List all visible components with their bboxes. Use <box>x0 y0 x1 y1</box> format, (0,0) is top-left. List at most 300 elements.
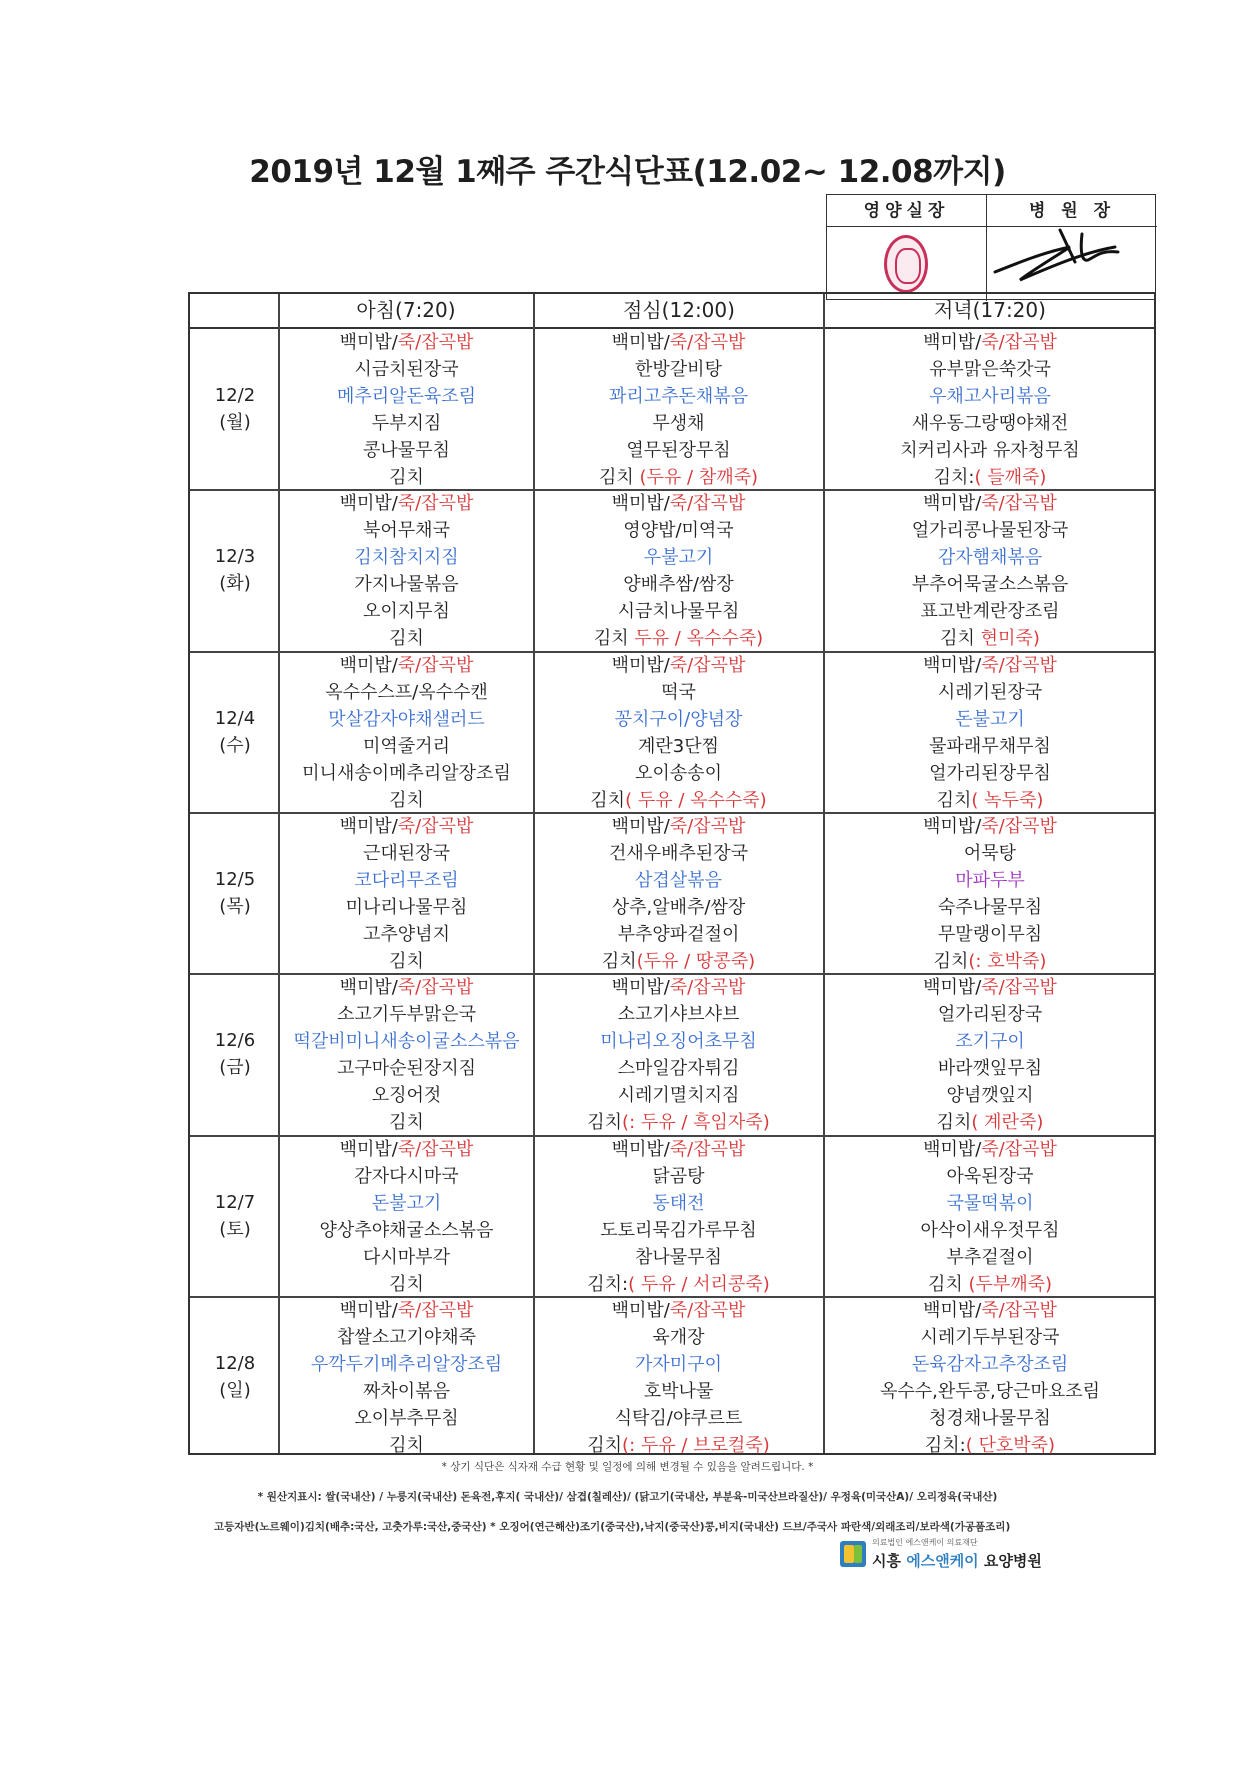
porridge-option: ( 두유 / 서리콩죽) <box>628 1273 770 1295</box>
menu-item <box>534 1136 823 1163</box>
hospital-logo <box>840 1535 1040 1575</box>
menu-text: 시금치나물무침 <box>617 601 740 623</box>
dinner-menu-cell <box>824 1136 1156 1298</box>
menu-item <box>280 625 533 652</box>
hospital-foundation: 의료법인 에스앤케이 의료재단 <box>872 1538 978 1547</box>
porridge-option: 죽/잡곡밥 <box>397 1138 474 1160</box>
menu-item <box>534 1244 823 1271</box>
lunch-menu-cell <box>534 1136 823 1298</box>
menu-text: 백미밥/ <box>923 1138 982 1160</box>
day-label <box>190 1350 280 1404</box>
menu-item <box>280 1271 533 1298</box>
menu-text: 고구마순된장지짐 <box>336 1058 477 1080</box>
menu-item <box>534 706 823 733</box>
dinner-menu-cell <box>824 490 1156 652</box>
menu-item <box>280 329 533 356</box>
menu-item <box>280 1351 533 1378</box>
menu-text: 백미밥/ <box>611 493 670 515</box>
menu-item <box>534 383 823 410</box>
menu-item <box>280 1028 533 1055</box>
menu-text: 백미밥/ <box>611 815 670 837</box>
menu-text: 고추양념지 <box>363 923 450 945</box>
porridge-option: (: 두유 / 흑임자죽) <box>622 1112 770 1134</box>
dinner-header: 저녁(17:20) <box>934 298 1046 322</box>
lunch-menu-cell <box>534 652 823 814</box>
day-date: 12/3 <box>214 546 256 568</box>
menu-text: 찹쌀소고기야채죽 <box>336 1326 477 1348</box>
menu-item <box>534 1351 823 1378</box>
menu-text: 백미밥/ <box>339 1138 398 1160</box>
menu-item <box>534 921 823 948</box>
menu-text: 백미밥/ <box>611 1299 670 1321</box>
menu-text: 백미밥/ <box>923 654 982 676</box>
menu-item <box>534 1378 823 1405</box>
menu-item <box>534 544 823 571</box>
porridge-option: 죽/잡곡밥 <box>981 493 1057 515</box>
menu-text: 바라깻잎무침 <box>937 1058 1043 1080</box>
porridge-option: 죽/잡곡밥 <box>397 493 474 515</box>
menu-item <box>824 1378 1156 1405</box>
menu-item <box>824 787 1156 814</box>
menu-item <box>534 329 823 356</box>
day-date: 12/8 <box>214 1352 256 1374</box>
menu-item <box>824 921 1156 948</box>
lunch-menu-cell <box>534 974 823 1136</box>
porridge-option: 죽/잡곡밥 <box>397 1299 474 1321</box>
menu-text: 콩나물무침 <box>363 440 450 461</box>
menu-text: 얼가리된장무침 <box>929 762 1051 784</box>
menu-item <box>280 1109 533 1136</box>
menu-text: 유부맑은쑥갓국 <box>929 359 1051 380</box>
porridge-option: 죽/잡곡밥 <box>397 332 474 353</box>
menu-text: 김치 <box>389 1273 424 1295</box>
porridge-option: 죽/잡곡밥 <box>981 1299 1057 1321</box>
day-label <box>190 1189 280 1243</box>
menu-text: 백미밥/ <box>339 493 398 515</box>
menu-item <box>534 1432 823 1459</box>
hospital-type: 요양병원 <box>983 1552 1042 1570</box>
menu-text: 김치 <box>601 950 637 972</box>
menu-item <box>824 1405 1156 1432</box>
day-weekday: (수) <box>219 734 251 756</box>
menu-item <box>824 1028 1156 1055</box>
menu-item <box>824 706 1156 733</box>
menu-text: 김치: <box>933 467 975 488</box>
origin-notice-1: * 원산지표시: 쌀(국내산) / 누룽지(국내산) 돈육전,후지( 국내산)/ 삼겹(칠레산)/ (닭고기(국내산, 부분육-미국산브라질산)/ 우정육(미국산A)/ 오리정육(국내산) <box>257 1491 998 1503</box>
day-weekday: (일) <box>219 1379 251 1401</box>
menu-item <box>280 598 533 625</box>
menu-text: 백미밥/ <box>339 977 398 999</box>
menu-item <box>280 464 533 491</box>
menu-item <box>280 652 533 679</box>
menu-item <box>280 679 533 706</box>
porridge-option: ( 단호박죽) <box>965 1434 1056 1456</box>
menu-text: 양념깻잎지 <box>946 1085 1034 1107</box>
menu-item <box>824 948 1156 975</box>
porridge-option: (: 호박죽) <box>968 950 1047 972</box>
main-dish: 우불고기 <box>643 547 714 569</box>
menu-item <box>280 1136 533 1163</box>
menu-item <box>534 1001 823 1028</box>
menu-text: 부추겉절이 <box>946 1246 1034 1268</box>
menu-item <box>280 1432 533 1459</box>
menu-item <box>534 517 823 544</box>
menu-text: 감자다시마국 <box>354 1165 459 1187</box>
menu-item <box>280 1378 533 1405</box>
menu-text: 두부지짐 <box>371 413 442 434</box>
menu-item <box>534 1217 823 1244</box>
menu-text: 백미밥/ <box>611 332 670 353</box>
menu-item <box>824 329 1156 356</box>
day-label <box>190 543 280 597</box>
menu-item <box>280 383 533 410</box>
menu-item <box>280 867 533 894</box>
menu-text: 김치 <box>593 628 635 650</box>
menu-text: 무말랭이무침 <box>937 923 1043 945</box>
menu-item <box>534 1055 823 1082</box>
menu-item <box>824 1136 1156 1163</box>
menu-item <box>824 1324 1156 1351</box>
menu-text: 부추양파겉절이 <box>617 923 740 945</box>
main-dish: 마파두부 <box>955 869 1025 891</box>
menu-item <box>824 571 1156 598</box>
menu-text: 소고기샤브샤브 <box>617 1004 740 1026</box>
main-dish: 김치참치지짐 <box>354 547 459 569</box>
menu-item <box>280 840 533 867</box>
menu-item <box>824 625 1156 652</box>
menu-item <box>824 383 1156 410</box>
porridge-option: ( 들깨죽) <box>974 467 1047 488</box>
porridge-option: 죽/잡곡밥 <box>669 493 746 515</box>
main-dish: 메추리알돈육조림 <box>336 386 477 407</box>
porridge-option: 죽/잡곡밥 <box>397 977 474 999</box>
porridge-option: ( 녹두죽) <box>971 789 1044 811</box>
menu-item <box>280 1244 533 1271</box>
porridge-option: 현미죽) <box>980 628 1040 650</box>
menu-item <box>280 974 533 1001</box>
breakfast-menu-cell <box>280 490 533 652</box>
menu-text: 다시마부각 <box>363 1246 450 1268</box>
menu-item <box>280 813 533 840</box>
menu-text: 오이부추무침 <box>354 1407 459 1429</box>
menu-item <box>534 840 823 867</box>
director-signature-icon <box>990 222 1130 292</box>
menu-item <box>534 625 823 652</box>
porridge-option: ( 두유 / 옥수수죽) <box>625 789 767 811</box>
menu-text: 김치 <box>933 950 969 972</box>
menu-text: 가지나물볶음 <box>354 574 459 596</box>
dinner-menu-cell <box>824 974 1156 1136</box>
menu-text: 백미밥/ <box>339 815 398 837</box>
menu-item <box>280 1405 533 1432</box>
menu-text: 미나리나물무침 <box>345 896 468 918</box>
menu-text: 시레기멸치지짐 <box>617 1085 740 1107</box>
menu-item <box>280 894 533 921</box>
menu-item <box>824 356 1156 383</box>
menu-text: 숙주나물무침 <box>937 896 1043 918</box>
main-dish: 꽈리고추돈채볶음 <box>608 386 749 407</box>
menu-text: 미역줄거리 <box>363 735 450 757</box>
porridge-option: (두부깨죽) <box>968 1273 1053 1295</box>
menu-item <box>534 948 823 975</box>
menu-text: 백미밥/ <box>923 332 982 353</box>
menu-text: 김치 <box>927 1273 969 1295</box>
menu-item <box>280 733 533 760</box>
menu-item <box>280 356 533 383</box>
menu-item <box>824 894 1156 921</box>
menu-text: 떡국 <box>661 681 696 703</box>
menu-item <box>824 1297 1156 1324</box>
nutritionist-label: 영양실장 <box>827 195 987 227</box>
porridge-option: 죽/잡곡밥 <box>669 654 746 676</box>
day-weekday: (금) <box>219 1057 251 1079</box>
menu-text: 백미밥/ <box>339 1299 398 1321</box>
day-label <box>190 1027 280 1081</box>
menu-text: 김치 <box>940 628 981 650</box>
porridge-option: 죽/잡곡밥 <box>669 815 746 837</box>
lunch-menu-cell <box>534 329 823 491</box>
day-date: 12/4 <box>214 707 256 729</box>
menu-text: 오이지무침 <box>363 601 450 623</box>
dinner-menu-cell <box>824 652 1156 814</box>
porridge-option: 죽/잡곡밥 <box>669 1299 746 1321</box>
menu-item <box>280 1001 533 1028</box>
menu-text: 백미밥/ <box>923 493 982 515</box>
breakfast-menu-cell <box>280 813 533 975</box>
menu-item <box>534 410 823 437</box>
menu-text: 김치 <box>389 628 424 650</box>
menu-item <box>534 1190 823 1217</box>
main-dish: 꽁치구이/양념장 <box>614 708 743 730</box>
main-dish: 가자미구이 <box>635 1353 722 1375</box>
breakfast-menu-cell <box>280 1297 533 1459</box>
menu-text: 닭곰탕 <box>652 1165 705 1187</box>
menu-text: 계란3단찜 <box>637 735 719 757</box>
main-dish: 미나리오징어초무침 <box>600 1031 757 1053</box>
dinner-menu-cell <box>824 329 1156 491</box>
menu-item <box>824 1190 1156 1217</box>
lunch-header: 점심(12:00) <box>623 298 735 322</box>
porridge-option: 죽/잡곡밥 <box>669 1138 746 1160</box>
day-date: 12/7 <box>214 1191 256 1213</box>
porridge-option: 죽/잡곡밥 <box>981 1138 1057 1160</box>
menu-item <box>534 813 823 840</box>
menu-item <box>280 1163 533 1190</box>
menu-item <box>824 437 1156 464</box>
menu-text: 양배추쌈/쌈장 <box>623 574 734 596</box>
main-dish: 우채고사리볶음 <box>929 386 1051 407</box>
day-date: 12/2 <box>214 385 256 406</box>
menu-text: 김치 <box>590 789 626 811</box>
hospital-logo-icon <box>840 1541 866 1567</box>
menu-item <box>280 1324 533 1351</box>
menu-item <box>534 894 823 921</box>
menu-text: 호박나물 <box>643 1380 714 1402</box>
menu-item <box>534 1405 823 1432</box>
menu-item <box>824 1163 1156 1190</box>
hospital-name <box>872 1550 1042 1571</box>
porridge-option: 두유 / 옥수수죽) <box>634 628 764 650</box>
menu-item <box>824 1271 1156 1298</box>
menu-item <box>824 1244 1156 1271</box>
menu-text: 참나물무침 <box>635 1246 722 1268</box>
menu-item <box>280 921 533 948</box>
menu-text: 백미밥/ <box>611 977 670 999</box>
hospital-city: 시흥 <box>872 1552 901 1570</box>
hospital-brand: 에스앤케이 <box>906 1552 979 1570</box>
menu-item <box>280 1297 533 1324</box>
porridge-option: 죽/잡곡밥 <box>981 654 1057 676</box>
menu-text: 백미밥/ <box>923 1299 982 1321</box>
menu-item <box>534 1297 823 1324</box>
porridge-option: 죽/잡곡밥 <box>981 332 1057 353</box>
day-weekday: (목) <box>219 895 251 917</box>
menu-item <box>534 437 823 464</box>
menu-item <box>534 490 823 517</box>
menu-text: 영양밥/미역국 <box>623 520 734 542</box>
menu-item <box>280 787 533 814</box>
menu-item <box>824 598 1156 625</box>
menu-item <box>534 464 823 491</box>
weekly-menu-table <box>188 292 1156 1455</box>
menu-text: 부추어묵굴소스볶음 <box>911 574 1069 596</box>
main-dish: 우깍두기메추리알장조림 <box>310 1353 503 1375</box>
lunch-menu-cell <box>534 490 823 652</box>
day-date: 12/5 <box>214 868 256 890</box>
menu-item <box>280 1055 533 1082</box>
porridge-option: 죽/잡곡밥 <box>397 815 474 837</box>
menu-item <box>534 1163 823 1190</box>
breakfast-menu-cell <box>280 652 533 814</box>
menu-item <box>824 867 1156 894</box>
menu-text: 김치 <box>389 467 424 488</box>
menu-item <box>280 706 533 733</box>
menu-text: 육개장 <box>652 1326 705 1348</box>
nutritionist-sign-cell <box>827 227 987 301</box>
day-weekday: (월) <box>219 412 251 433</box>
menu-item <box>534 867 823 894</box>
lunch-menu-cell <box>534 813 823 975</box>
menu-text: 짜차이볶음 <box>363 1380 450 1402</box>
seal-stamp-icon <box>884 235 928 293</box>
menu-item <box>534 1028 823 1055</box>
menu-text: 김치 <box>389 1434 424 1456</box>
menu-item <box>534 787 823 814</box>
menu-text: 백미밥/ <box>923 815 982 837</box>
lunch-menu-cell <box>534 1297 823 1459</box>
menu-item <box>280 1190 533 1217</box>
table-header <box>190 294 1154 329</box>
menu-text: 표고반계란장조림 <box>920 601 1060 623</box>
menu-item <box>824 490 1156 517</box>
menu-text: 아삭이새우젓무침 <box>920 1219 1060 1241</box>
main-dish: 조기구이 <box>955 1031 1025 1053</box>
menu-text: 미니새송이메추리알장조림 <box>302 762 511 784</box>
porridge-option: 죽/잡곡밥 <box>669 977 746 999</box>
menu-item <box>534 1082 823 1109</box>
main-dish: 국물떡볶이 <box>946 1192 1034 1214</box>
menu-text: 무생채 <box>652 413 705 434</box>
porridge-option: 죽/잡곡밥 <box>397 654 474 676</box>
menu-item <box>824 1082 1156 1109</box>
menu-text: 도토리묵김가루무침 <box>600 1219 757 1241</box>
menu-text: 아욱된장국 <box>946 1165 1034 1187</box>
menu-item <box>534 1324 823 1351</box>
menu-text: 양상추야채굴소스볶음 <box>319 1219 494 1241</box>
menu-text: 김치: <box>924 1434 966 1456</box>
menu-text: 김치 <box>936 789 972 811</box>
menu-text: 김치 <box>389 950 424 972</box>
menu-text: 김치 <box>587 1112 623 1134</box>
menu-item <box>534 1271 823 1298</box>
menu-text: 얼가리콩나물된장국 <box>911 520 1069 542</box>
menu-text: 백미밥/ <box>339 654 398 676</box>
menu-item <box>824 813 1156 840</box>
menu-text: 백미밥/ <box>339 332 398 353</box>
main-dish: 돈육감자고추장조림 <box>911 1353 1069 1375</box>
day-label <box>190 382 280 436</box>
breakfast-header: 아침(7:20) <box>356 298 456 322</box>
menu-item <box>534 1109 823 1136</box>
menu-item <box>824 1055 1156 1082</box>
menu-item <box>824 760 1156 787</box>
menu-text: 근대된장국 <box>363 842 450 864</box>
menu-text: 어묵탕 <box>963 842 1017 864</box>
menu-item <box>280 571 533 598</box>
menu-item <box>280 410 533 437</box>
menu-text: 물파래무채무침 <box>929 735 1051 757</box>
main-dish: 삼겹살볶음 <box>635 869 722 891</box>
menu-text: 시레기두부된장국 <box>920 1326 1060 1348</box>
menu-item <box>824 1001 1156 1028</box>
main-dish: 코다리무조림 <box>354 869 459 891</box>
menu-text: 상추,알배추/쌈장 <box>611 896 746 918</box>
menu-text: 김치 <box>587 1434 623 1456</box>
porridge-option: 죽/잡곡밥 <box>669 332 746 353</box>
menu-text: 북어무채국 <box>363 520 450 542</box>
menu-text: 김치 <box>936 1112 972 1134</box>
menu-item <box>824 544 1156 571</box>
main-dish: 돈불고기 <box>955 708 1025 730</box>
menu-item <box>534 679 823 706</box>
menu-item <box>534 974 823 1001</box>
day-weekday: (화) <box>219 573 251 595</box>
origin-notice-2: 고등자반(노르웨이)김치(배추:국산, 고춧가루:국산,중국산) * 오징어(연근해산)조기(중국산),낙지(중국산)콩,비지(국내산) 드브/주국사 파란색/외래조리/보라색(가공품조리) <box>214 1521 1011 1533</box>
main-dish: 돈불고기 <box>371 1192 442 1214</box>
menu-item <box>280 490 533 517</box>
menu-item <box>534 598 823 625</box>
porridge-option: (: 두유 / 브로컬죽) <box>622 1434 770 1456</box>
breakfast-menu-cell <box>280 1136 533 1298</box>
menu-item <box>824 1351 1156 1378</box>
main-dish: 감자햄채볶음 <box>937 547 1043 569</box>
menu-text: 김치 <box>389 1112 424 1134</box>
menu-item <box>280 948 533 975</box>
menu-text: 치커리사과 유자청무침 <box>900 440 1080 461</box>
menu-item <box>824 517 1156 544</box>
menu-text: 얼가리된장국 <box>937 1004 1043 1026</box>
menu-item <box>280 1082 533 1109</box>
menu-item <box>824 464 1156 491</box>
day-label <box>190 866 280 920</box>
menu-item <box>534 760 823 787</box>
menu-text: 시금치된장국 <box>354 359 459 380</box>
menu-text: 한방갈비탕 <box>635 359 722 380</box>
menu-text: 백미밥/ <box>611 654 670 676</box>
menu-item <box>534 652 823 679</box>
menu-item <box>824 974 1156 1001</box>
menu-text: 새우동그랑땡야채전 <box>911 413 1069 434</box>
